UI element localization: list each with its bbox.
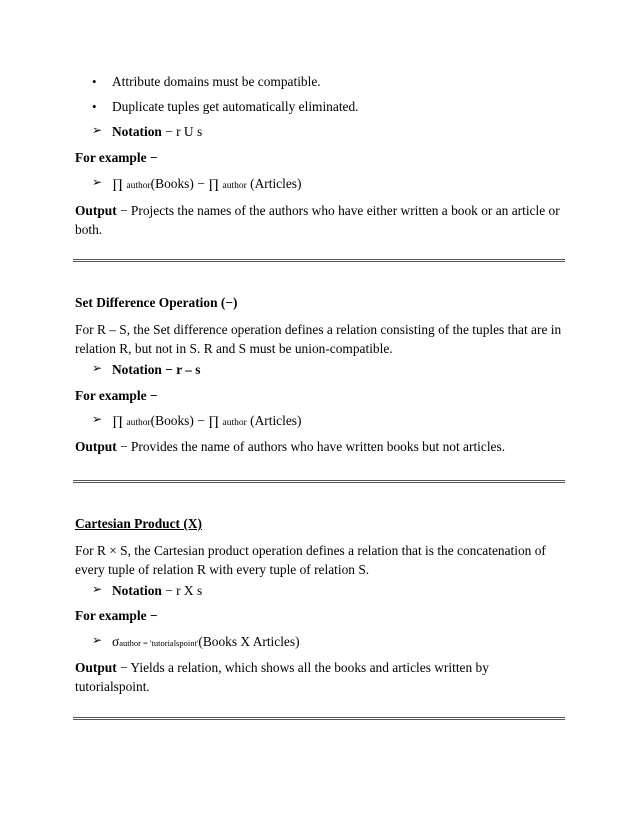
arrow-bullet-icon: ➢ — [92, 361, 103, 375]
difference-example-expression — [112, 413, 301, 429]
notation-value: r X s — [176, 583, 203, 598]
notation-dash: − — [165, 124, 173, 139]
cartesian-output-paragraph — [75, 658, 565, 696]
arrow-bullet-icon: ➢ — [92, 123, 103, 137]
example-label: For example − — [75, 388, 158, 403]
projection-attribute: author — [222, 418, 247, 428]
projection-symbol: ∏ — [112, 413, 124, 428]
notation-value: r U s — [176, 124, 203, 139]
relation-books: (Books) — [150, 413, 194, 428]
bullet-dot-icon: • — [92, 99, 97, 114]
notation-dash: − — [165, 362, 173, 377]
bullet-text: Attribute domains must be compatible. — [112, 74, 321, 89]
selection-condition: author = 'tutorialspoint' — [119, 638, 199, 648]
cartesian-example-expression — [112, 634, 300, 650]
union-example-expression — [112, 176, 301, 192]
output-label: Output — [75, 439, 117, 454]
selection-symbol: σ — [112, 634, 120, 649]
output-label: Output — [75, 660, 117, 675]
cartesian-description: For R × S, the Cartesian product operation defines a relation that is the concatenation of every tuple of relation R with every tuple of relation S. — [75, 543, 546, 577]
output-text: − Provides the name of authors who have written books but not articles. — [116, 439, 506, 454]
relation-articles: (Articles) — [250, 413, 302, 428]
projection-attribute: author — [126, 181, 151, 191]
union-output-paragraph — [75, 201, 565, 239]
projection-symbol: ∏ — [208, 176, 220, 191]
arrow-bullet-icon: ➢ — [92, 412, 103, 426]
notation-dash: − — [165, 583, 173, 598]
output-text: − Yields a relation, which shows all the books and articles written by tutorialspoint. — [75, 660, 489, 694]
bullet-text: Duplicate tuples get automatically eliminated. — [112, 99, 359, 114]
notation-value: r – s — [176, 362, 201, 377]
section-divider — [73, 717, 565, 720]
output-text: − Projects the names of the authors who have either written a book or an article or both. — [75, 203, 560, 237]
difference-output-paragraph — [75, 437, 565, 456]
notation-label: Notation — [112, 583, 162, 598]
example-label: For example − — [75, 150, 158, 165]
operator: − — [197, 413, 205, 428]
section-heading: Cartesian Product (X) — [75, 516, 202, 531]
relation-articles: (Articles) — [250, 176, 302, 191]
arrow-bullet-icon: ➢ — [92, 175, 103, 189]
notation-label: Notation — [112, 362, 162, 377]
section-divider — [73, 259, 565, 262]
operator: − — [197, 176, 205, 191]
arrow-bullet-icon: ➢ — [92, 633, 103, 647]
arrow-bullet-icon: ➢ — [92, 582, 103, 596]
relation-books: (Books) — [150, 176, 194, 191]
section-divider — [73, 480, 565, 483]
example-label: For example − — [75, 608, 158, 623]
projection-attribute: author — [126, 418, 151, 428]
projection-attribute: author — [222, 181, 247, 191]
notation-label: Notation — [112, 124, 162, 139]
section-heading: Set Difference Operation (−) — [75, 295, 238, 310]
projection-symbol: ∏ — [208, 413, 220, 428]
bullet-dot-icon: • — [92, 74, 97, 89]
projection-symbol: ∏ — [112, 176, 124, 191]
output-label: Output — [75, 203, 117, 218]
relation-product: (Books X Articles) — [198, 634, 300, 649]
difference-description: For R – S, the Set difference operation defines a relation consisting of the tuples that are in relation R, but not in S. R and S must be union-compatible. — [75, 322, 562, 356]
